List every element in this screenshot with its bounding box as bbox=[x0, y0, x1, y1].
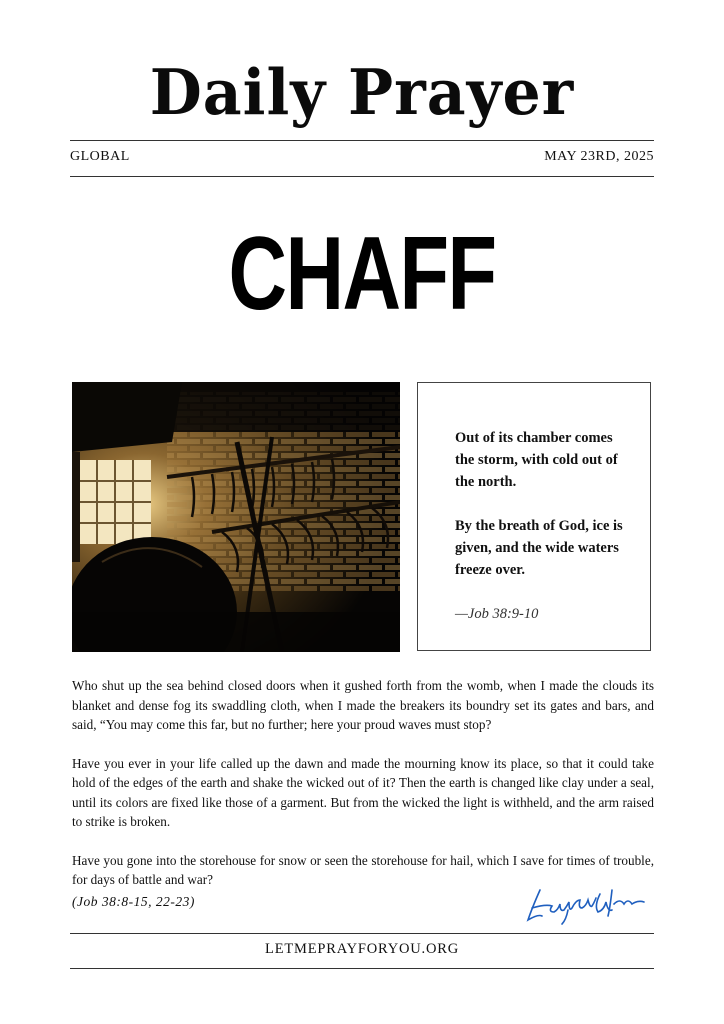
barn-interior-image bbox=[72, 382, 400, 652]
signature-icon bbox=[522, 880, 650, 930]
body-paragraph-3: Have you gone into the storehouse for snow or seen the storehouse for hail, which I save for times of trouble, for days of battle and war? bbox=[72, 852, 654, 887]
region-label: GLOBAL bbox=[70, 149, 130, 164]
footer-top-rule bbox=[70, 933, 654, 934]
quote-stanza-1: Out of its chamber comes the storm, with cold out of the north. bbox=[455, 430, 618, 490]
scripture-reference: (Job 38:8-15, 22-23) bbox=[72, 894, 195, 909]
top-rule bbox=[70, 140, 654, 141]
masthead-title: Daily Prayer bbox=[149, 56, 575, 130]
body-paragraph-2: Have you ever in your life called up the dawn and made the mourning know its place, so that it could take hold of the edges of the earth and shake the wicked out of it? Then the earth is changed like clay under a seal, until its colors are fixed like those of a garment. But from the wicked the light is withheld, and the arm raised to strike is broken. bbox=[72, 755, 654, 829]
quote-citation: —Job 38:9-10 bbox=[455, 606, 539, 622]
dateline-rule bbox=[70, 176, 654, 177]
article-body bbox=[72, 676, 654, 909]
date-label: MAY 23RD, 2025 bbox=[544, 149, 654, 164]
footer-bottom-rule bbox=[70, 968, 654, 969]
headline: CHAFF bbox=[228, 216, 496, 332]
barn-photo bbox=[72, 382, 400, 652]
quote-stanza-2: By the breath of God, ice is given, and the wide waters freeze over. bbox=[455, 518, 623, 578]
pull-quote bbox=[455, 427, 635, 647]
pull-quote-box bbox=[417, 382, 651, 651]
footer-website: LETMEPRAYFORYOU.ORG bbox=[265, 941, 459, 957]
body-paragraph-1: Who shut up the sea behind closed doors when it gushed forth from the womb, when I made the clouds its blanket and dense fog its swaddling cloth, when I made the breakers its boundry set its gates and bars, and said, “You may come this far, but no further; here your proud waves must stop? bbox=[72, 678, 654, 732]
